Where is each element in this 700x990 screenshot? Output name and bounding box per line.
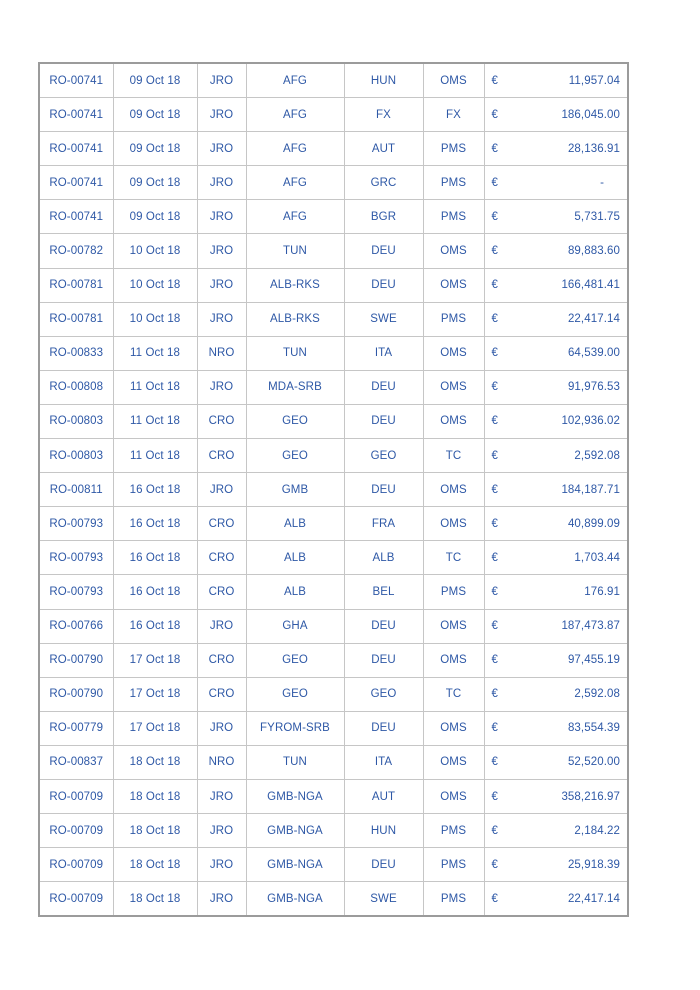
table-row (39, 268, 628, 302)
cell-category: OMS (423, 370, 484, 404)
euro-symbol: € (491, 449, 498, 462)
cell-route: AFG (246, 200, 344, 234)
cell-office: JRO (197, 98, 246, 132)
cell-route: ALB-RKS (246, 268, 344, 302)
cell-route: ALB (246, 541, 344, 575)
table-row (39, 882, 628, 917)
amount-wrapper (485, 371, 628, 404)
cell-reference: RO-00803 (39, 404, 113, 438)
cell-office: CRO (197, 575, 246, 609)
cell-date: 09 Oct 18 (113, 98, 197, 132)
cell-date: 16 Oct 18 (113, 575, 197, 609)
amount-value: 91,976.53 (567, 381, 620, 394)
amount-value: 187,473.87 (561, 620, 620, 633)
euro-symbol: € (491, 279, 498, 292)
amount-wrapper (485, 405, 628, 438)
cell-category: PMS (423, 882, 484, 917)
cell-amount (484, 336, 628, 370)
cell-route: GHA (246, 609, 344, 643)
amount-value: 83,554.39 (567, 722, 620, 735)
cell-country: SWE (344, 302, 423, 336)
cell-office: JRO (197, 473, 246, 507)
cell-office: JRO (197, 302, 246, 336)
cell-amount (484, 200, 628, 234)
cell-category: OMS (423, 711, 484, 745)
table-row (39, 234, 628, 268)
amount-value: 184,187.71 (561, 483, 620, 496)
cell-country: FRA (344, 507, 423, 541)
amount-value: 22,417.14 (567, 892, 620, 905)
amount-value: 5,731.75 (574, 210, 620, 223)
cell-date: 16 Oct 18 (113, 507, 197, 541)
cell-date: 18 Oct 18 (113, 882, 197, 917)
cell-route: AFG (246, 166, 344, 200)
cell-date: 10 Oct 18 (113, 268, 197, 302)
cell-reference: RO-00803 (39, 439, 113, 473)
cell-office: JRO (197, 132, 246, 166)
cell-amount (484, 745, 628, 779)
cell-category: OMS (423, 473, 484, 507)
cell-office: JRO (197, 779, 246, 813)
cell-country: ITA (344, 336, 423, 370)
cell-country: HUN (344, 814, 423, 848)
table-row (39, 302, 628, 336)
euro-symbol: € (491, 790, 498, 803)
cell-amount (484, 268, 628, 302)
cell-category: OMS (423, 779, 484, 813)
table-row (39, 439, 628, 473)
cell-office: JRO (197, 882, 246, 917)
cell-office: JRO (197, 370, 246, 404)
euro-symbol: € (491, 585, 498, 598)
cell-date: 09 Oct 18 (113, 200, 197, 234)
cell-country: AUT (344, 132, 423, 166)
cell-category: TC (423, 677, 484, 711)
amount-value: 2,184.22 (574, 824, 620, 837)
cell-amount (484, 882, 628, 917)
cell-category: OMS (423, 643, 484, 677)
cell-office: JRO (197, 814, 246, 848)
amount-value: 1,703.44 (574, 551, 620, 564)
cell-country: HUN (344, 63, 423, 98)
cell-route: GEO (246, 643, 344, 677)
table-row (39, 507, 628, 541)
cell-route: GEO (246, 404, 344, 438)
cell-category: OMS (423, 234, 484, 268)
table-row (39, 814, 628, 848)
cell-office: JRO (197, 268, 246, 302)
transactions-table (38, 62, 629, 917)
cell-category: TC (423, 541, 484, 575)
euro-symbol: € (491, 415, 498, 428)
cell-category: PMS (423, 132, 484, 166)
cell-office: NRO (197, 745, 246, 779)
cell-route: GMB-NGA (246, 779, 344, 813)
cell-category: OMS (423, 507, 484, 541)
cell-reference: RO-00793 (39, 507, 113, 541)
cell-category: PMS (423, 814, 484, 848)
cell-category: PMS (423, 575, 484, 609)
cell-office: JRO (197, 711, 246, 745)
amount-wrapper (485, 712, 628, 745)
cell-office: JRO (197, 200, 246, 234)
amount-wrapper (485, 269, 628, 302)
cell-route: FYROM-SRB (246, 711, 344, 745)
cell-reference: RO-00790 (39, 677, 113, 711)
amount-wrapper (485, 303, 628, 336)
cell-reference: RO-00741 (39, 200, 113, 234)
cell-country: ITA (344, 745, 423, 779)
table-row (39, 63, 628, 98)
cell-reference: RO-00709 (39, 882, 113, 917)
cell-reference: RO-00766 (39, 609, 113, 643)
euro-symbol: € (491, 483, 498, 496)
cell-route: GMB-NGA (246, 848, 344, 882)
cell-country: GEO (344, 439, 423, 473)
cell-date: 11 Oct 18 (113, 336, 197, 370)
euro-symbol: € (491, 517, 498, 530)
cell-amount (484, 677, 628, 711)
cell-category: PMS (423, 166, 484, 200)
amount-wrapper (485, 746, 628, 779)
table-row (39, 575, 628, 609)
cell-reference: RO-00709 (39, 779, 113, 813)
euro-symbol: € (491, 756, 498, 769)
cell-date: 16 Oct 18 (113, 541, 197, 575)
cell-amount (484, 814, 628, 848)
cell-country: GEO (344, 677, 423, 711)
cell-country: DEU (344, 370, 423, 404)
cell-amount (484, 779, 628, 813)
amount-wrapper (485, 439, 628, 472)
cell-reference: RO-00793 (39, 541, 113, 575)
cell-category: PMS (423, 302, 484, 336)
cell-date: 11 Oct 18 (113, 439, 197, 473)
euro-symbol: € (491, 688, 498, 701)
amount-value: 89,883.60 (567, 245, 620, 258)
cell-amount (484, 404, 628, 438)
cell-date: 09 Oct 18 (113, 63, 197, 98)
cell-country: ALB (344, 541, 423, 575)
cell-date: 11 Oct 18 (113, 370, 197, 404)
amount-value: 176.91 (584, 585, 620, 598)
cell-date: 17 Oct 18 (113, 643, 197, 677)
table-row (39, 711, 628, 745)
cell-category: PMS (423, 848, 484, 882)
euro-symbol: € (491, 210, 498, 223)
euro-symbol: € (491, 892, 498, 905)
amount-value: 2,592.08 (574, 449, 620, 462)
cell-route: MDA-SRB (246, 370, 344, 404)
cell-date: 16 Oct 18 (113, 609, 197, 643)
cell-country: FX (344, 98, 423, 132)
transactions-table-body (39, 63, 628, 916)
table-row (39, 166, 628, 200)
euro-symbol: € (491, 347, 498, 360)
table-row (39, 98, 628, 132)
table-row (39, 677, 628, 711)
cell-date: 17 Oct 18 (113, 711, 197, 745)
cell-route: TUN (246, 234, 344, 268)
cell-date: 11 Oct 18 (113, 404, 197, 438)
amount-wrapper (485, 166, 628, 199)
euro-symbol: € (491, 858, 498, 871)
amount-value: 97,455.19 (567, 654, 620, 667)
amount-value: 11,957.04 (568, 74, 620, 87)
cell-route: ALB-RKS (246, 302, 344, 336)
cell-reference: RO-00709 (39, 814, 113, 848)
cell-reference: RO-00781 (39, 302, 113, 336)
cell-country: DEU (344, 711, 423, 745)
cell-reference: RO-00790 (39, 643, 113, 677)
cell-route: ALB (246, 507, 344, 541)
cell-category: TC (423, 439, 484, 473)
cell-office: CRO (197, 677, 246, 711)
amount-value: 25,918.39 (567, 858, 620, 871)
cell-reference: RO-00779 (39, 711, 113, 745)
amount-wrapper (485, 473, 628, 506)
amount-wrapper (485, 575, 628, 608)
table-row (39, 473, 628, 507)
amount-value: 358,216.97 (561, 790, 620, 803)
cell-country: DEU (344, 848, 423, 882)
cell-route: GMB-NGA (246, 882, 344, 917)
amount-value: 102,936.02 (561, 415, 620, 428)
cell-country: GRC (344, 166, 423, 200)
amount-value: 52,520.00 (567, 756, 620, 769)
euro-symbol: € (491, 722, 498, 735)
cell-amount (484, 63, 628, 98)
cell-amount (484, 98, 628, 132)
amount-wrapper (485, 98, 628, 131)
cell-date: 18 Oct 18 (113, 848, 197, 882)
cell-reference: RO-00833 (39, 336, 113, 370)
cell-country: DEU (344, 268, 423, 302)
cell-route: GEO (246, 677, 344, 711)
euro-symbol: € (491, 108, 498, 121)
cell-office: CRO (197, 643, 246, 677)
cell-route: ALB (246, 575, 344, 609)
table-row (39, 336, 628, 370)
table-row (39, 541, 628, 575)
cell-office: JRO (197, 848, 246, 882)
amount-wrapper (485, 644, 628, 677)
cell-country: DEU (344, 404, 423, 438)
cell-route: GMB (246, 473, 344, 507)
amount-value: 166,481.41 (561, 279, 620, 292)
cell-route: TUN (246, 745, 344, 779)
cell-reference: RO-00837 (39, 745, 113, 779)
cell-amount (484, 234, 628, 268)
cell-country: DEU (344, 234, 423, 268)
amount-wrapper (485, 780, 628, 813)
cell-office: CRO (197, 404, 246, 438)
euro-symbol: € (491, 824, 498, 837)
euro-symbol: € (491, 74, 498, 87)
cell-amount (484, 302, 628, 336)
cell-reference: RO-00741 (39, 63, 113, 98)
cell-reference: RO-00781 (39, 268, 113, 302)
cell-category: FX (423, 98, 484, 132)
amount-wrapper (485, 541, 628, 574)
cell-route: TUN (246, 336, 344, 370)
cell-route: GMB-NGA (246, 814, 344, 848)
amount-wrapper (485, 507, 628, 540)
euro-symbol: € (491, 654, 498, 667)
amount-wrapper (485, 678, 628, 711)
table-row (39, 370, 628, 404)
cell-office: CRO (197, 507, 246, 541)
euro-symbol: € (491, 551, 498, 564)
cell-country: AUT (344, 779, 423, 813)
amount-wrapper (485, 337, 628, 370)
cell-amount (484, 507, 628, 541)
amount-value: 186,045.00 (561, 108, 620, 121)
table-row (39, 745, 628, 779)
cell-country: SWE (344, 882, 423, 917)
euro-symbol: € (491, 142, 498, 155)
cell-country: BEL (344, 575, 423, 609)
cell-date: 10 Oct 18 (113, 302, 197, 336)
euro-symbol: € (491, 381, 498, 394)
cell-reference: RO-00741 (39, 132, 113, 166)
amount-wrapper (485, 882, 628, 915)
euro-symbol: € (491, 313, 498, 326)
cell-date: 10 Oct 18 (113, 234, 197, 268)
cell-country: BGR (344, 200, 423, 234)
amount-wrapper (485, 814, 628, 847)
amount-value: 22,417.14 (567, 313, 620, 326)
cell-category: OMS (423, 336, 484, 370)
amount-wrapper (485, 200, 628, 233)
cell-reference: RO-00793 (39, 575, 113, 609)
amount-value: - (600, 176, 604, 189)
table-row (39, 404, 628, 438)
cell-amount (484, 541, 628, 575)
table-row (39, 200, 628, 234)
cell-amount (484, 848, 628, 882)
cell-office: JRO (197, 609, 246, 643)
cell-reference: RO-00709 (39, 848, 113, 882)
table-row (39, 848, 628, 882)
amount-wrapper (485, 610, 628, 643)
cell-country: DEU (344, 473, 423, 507)
table-row (39, 643, 628, 677)
amount-value: 40,899.09 (567, 517, 620, 530)
cell-category: OMS (423, 745, 484, 779)
cell-route: AFG (246, 63, 344, 98)
cell-date: 18 Oct 18 (113, 814, 197, 848)
cell-route: GEO (246, 439, 344, 473)
euro-symbol: € (491, 176, 498, 189)
cell-category: OMS (423, 609, 484, 643)
amount-wrapper (485, 132, 628, 165)
cell-route: AFG (246, 98, 344, 132)
cell-date: 16 Oct 18 (113, 473, 197, 507)
table-row (39, 132, 628, 166)
cell-office: JRO (197, 63, 246, 98)
euro-symbol: € (491, 245, 498, 258)
amount-wrapper (485, 64, 628, 97)
cell-amount (484, 575, 628, 609)
cell-amount (484, 643, 628, 677)
cell-reference: RO-00808 (39, 370, 113, 404)
cell-reference: RO-00811 (39, 473, 113, 507)
cell-amount (484, 439, 628, 473)
cell-country: DEU (344, 643, 423, 677)
cell-route: AFG (246, 132, 344, 166)
cell-date: 09 Oct 18 (113, 132, 197, 166)
cell-amount (484, 132, 628, 166)
cell-category: OMS (423, 404, 484, 438)
cell-office: NRO (197, 336, 246, 370)
cell-reference: RO-00741 (39, 98, 113, 132)
cell-category: PMS (423, 200, 484, 234)
cell-amount (484, 473, 628, 507)
cell-office: CRO (197, 439, 246, 473)
table-row (39, 609, 628, 643)
cell-office: JRO (197, 234, 246, 268)
cell-reference: RO-00782 (39, 234, 113, 268)
euro-symbol: € (491, 620, 498, 633)
amount-value: 64,539.00 (567, 347, 620, 360)
amount-value: 28,136.91 (567, 142, 620, 155)
amount-value: 2,592.08 (574, 688, 620, 701)
cell-office: JRO (197, 166, 246, 200)
cell-date: 18 Oct 18 (113, 745, 197, 779)
cell-category: OMS (423, 268, 484, 302)
cell-amount (484, 370, 628, 404)
cell-category: OMS (423, 63, 484, 98)
cell-amount (484, 609, 628, 643)
cell-date: 09 Oct 18 (113, 166, 197, 200)
cell-reference: RO-00741 (39, 166, 113, 200)
cell-amount (484, 166, 628, 200)
cell-date: 18 Oct 18 (113, 779, 197, 813)
table-row (39, 779, 628, 813)
amount-wrapper (485, 234, 628, 267)
cell-office: CRO (197, 541, 246, 575)
amount-wrapper (485, 848, 628, 881)
cell-date: 17 Oct 18 (113, 677, 197, 711)
cell-amount (484, 711, 628, 745)
cell-country: DEU (344, 609, 423, 643)
